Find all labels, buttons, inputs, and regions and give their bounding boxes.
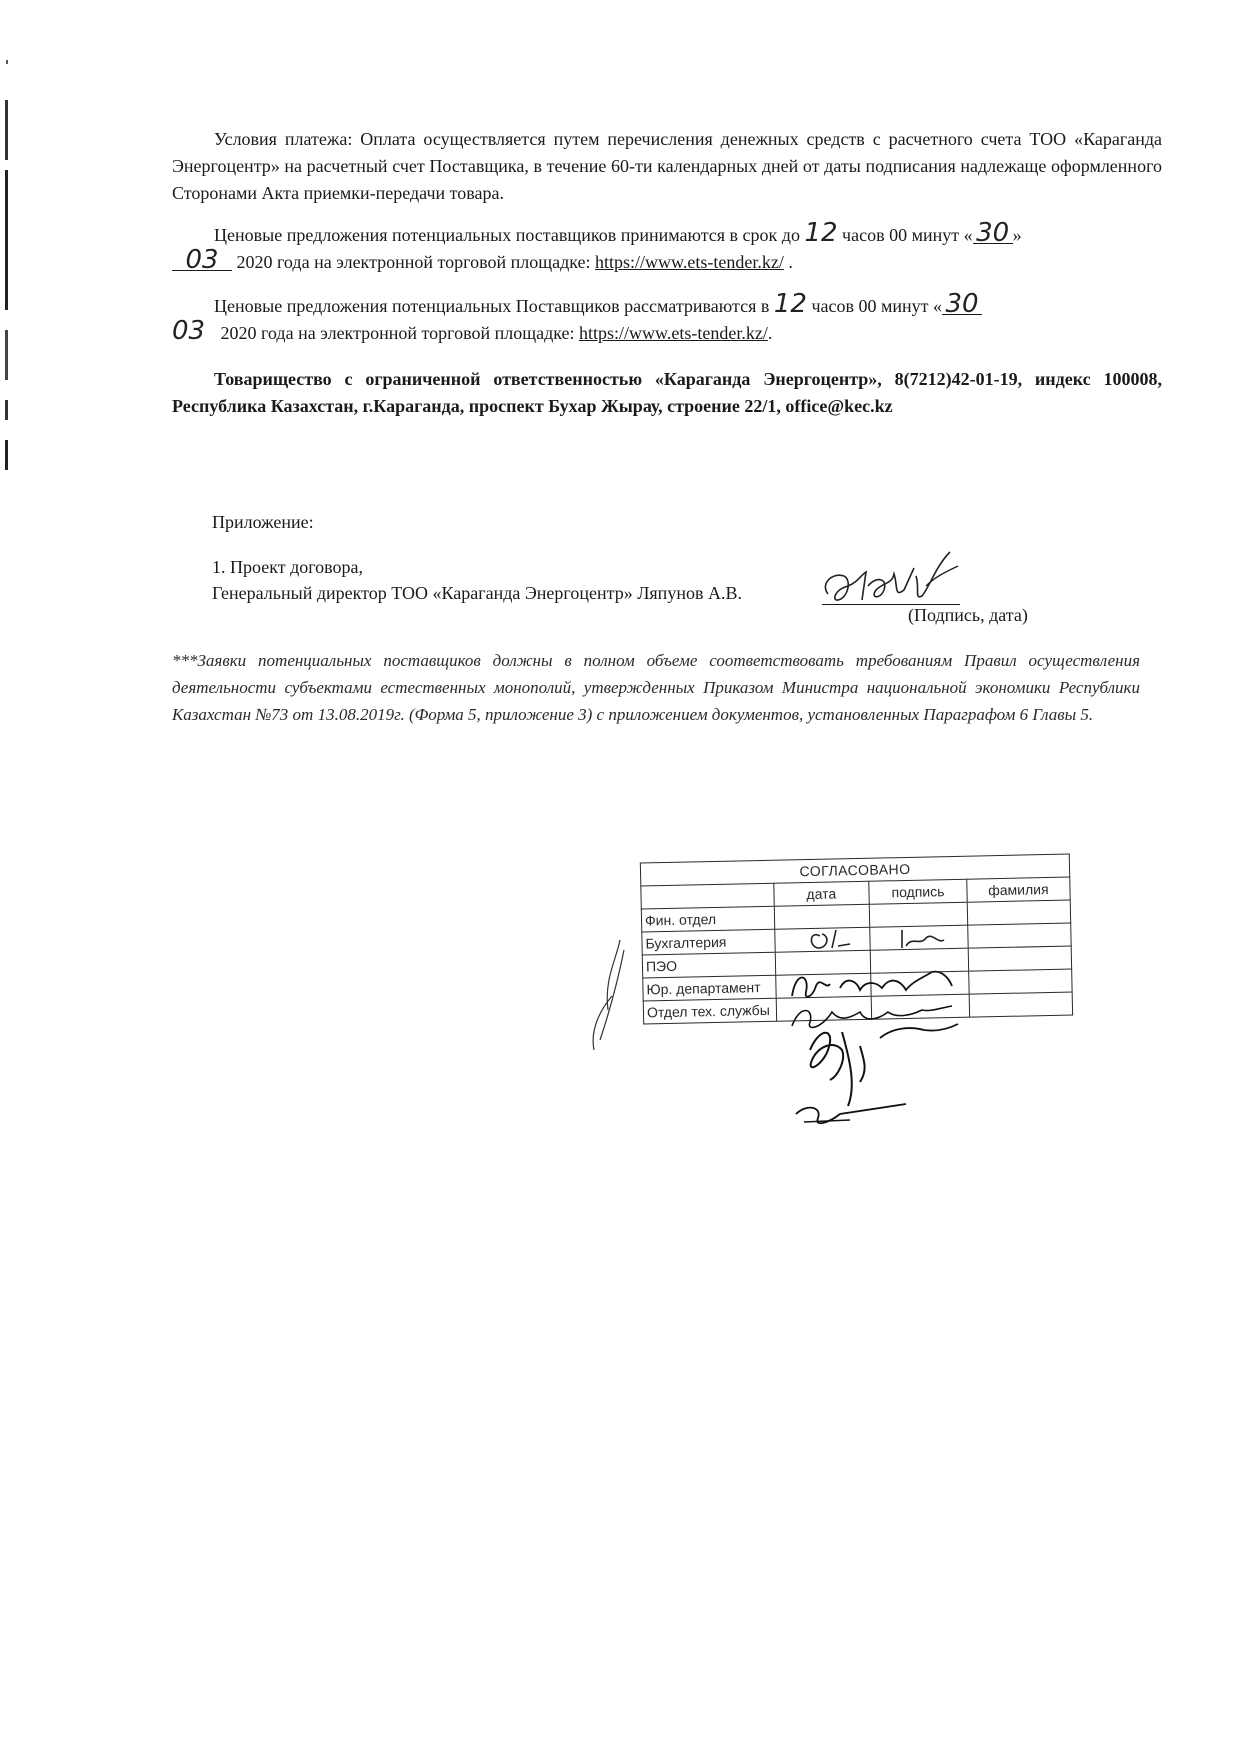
handwritten-hour: 12 xyxy=(804,218,838,248)
stamp-signatures xyxy=(560,900,1080,1140)
appendix-item: 1. Проект договора, xyxy=(212,557,364,577)
col-name: фамилия xyxy=(967,877,1071,902)
director-line: Генеральный директор ТОО «Караганда Энергоцентр» Ляпунов А.В. xyxy=(212,583,742,603)
company-info: Товарищество с ограниченной ответственностью «Караганда Энергоцентр», 8(7212)42-01-19, индекс 100008, Республика Казахстан, г.Караганда, проспект Бухар Жырау, строение 22/1, office@kec.kz xyxy=(172,369,1162,416)
col-date: дата xyxy=(773,881,869,906)
handwritten-day: 30 xyxy=(942,294,982,315)
submission-deadline: Ценовые предложения потенциальных поставщиков принимаются в срок до 12 часов 00 минут « 30 » 03 2020 года на электронной торговой площадке: https://www.ets-tender.kz/ . xyxy=(172,222,1162,276)
row-label: Юр. департамент xyxy=(643,975,776,1001)
row-label: ПЭО xyxy=(642,952,775,978)
signature-caption: (Подпись, дата) xyxy=(908,605,1028,625)
handwritten-hour: 12 xyxy=(773,289,807,319)
stamp-title: СОГЛАСОВАНО xyxy=(640,854,1069,886)
col-signature: подпись xyxy=(869,879,967,904)
tender-link[interactable]: https://www.ets-tender.kz/ xyxy=(595,252,784,272)
row-label: Фин. отдел xyxy=(641,906,774,932)
handwritten-month: 03 xyxy=(172,316,206,346)
handwritten-day: 30 xyxy=(973,223,1013,244)
review-deadline: Ценовые предложения потенциальных Поставщиков рассматриваются в 12 часов 00 минут « 30 03 2020 года на электронной торговой площадке: https://www.ets-tender.kz/. xyxy=(172,293,1162,347)
director-signature xyxy=(818,546,978,618)
row-label: Бухгалтерия xyxy=(642,929,775,955)
appendix-title: Приложение: xyxy=(212,512,314,532)
tender-link[interactable]: https://www.ets-tender.kz/ xyxy=(579,323,768,343)
row-label: Отдел тех. службы xyxy=(643,998,776,1024)
requirements-note: ***Заявки потенциальных поставщиков должны в полном объеме соответствовать требованиям Правил осуществления деятельности субъектами естественных монополий, утвержденных Приказом Министра национальной экономики Республики Казахстан №73 от 13.08.2019г. (Форма 5, приложение 3) с приложением документов, установленных Параграфом 6 Главы 5. xyxy=(172,651,1140,724)
handwritten-month: 03 xyxy=(172,250,232,271)
scan-edge-artifact xyxy=(4,60,10,480)
payment-terms: Условия платежа: Оплата осуществляется путем перечисления денежных средств с расчетного счета ТОО «Караганда Энергоцентр» на расчетный счет Поставщика, в течение 60-ти календарных дней от даты подписания надлежаще оформленного Сторонами Акта приемки-передачи товара. xyxy=(172,129,1162,203)
